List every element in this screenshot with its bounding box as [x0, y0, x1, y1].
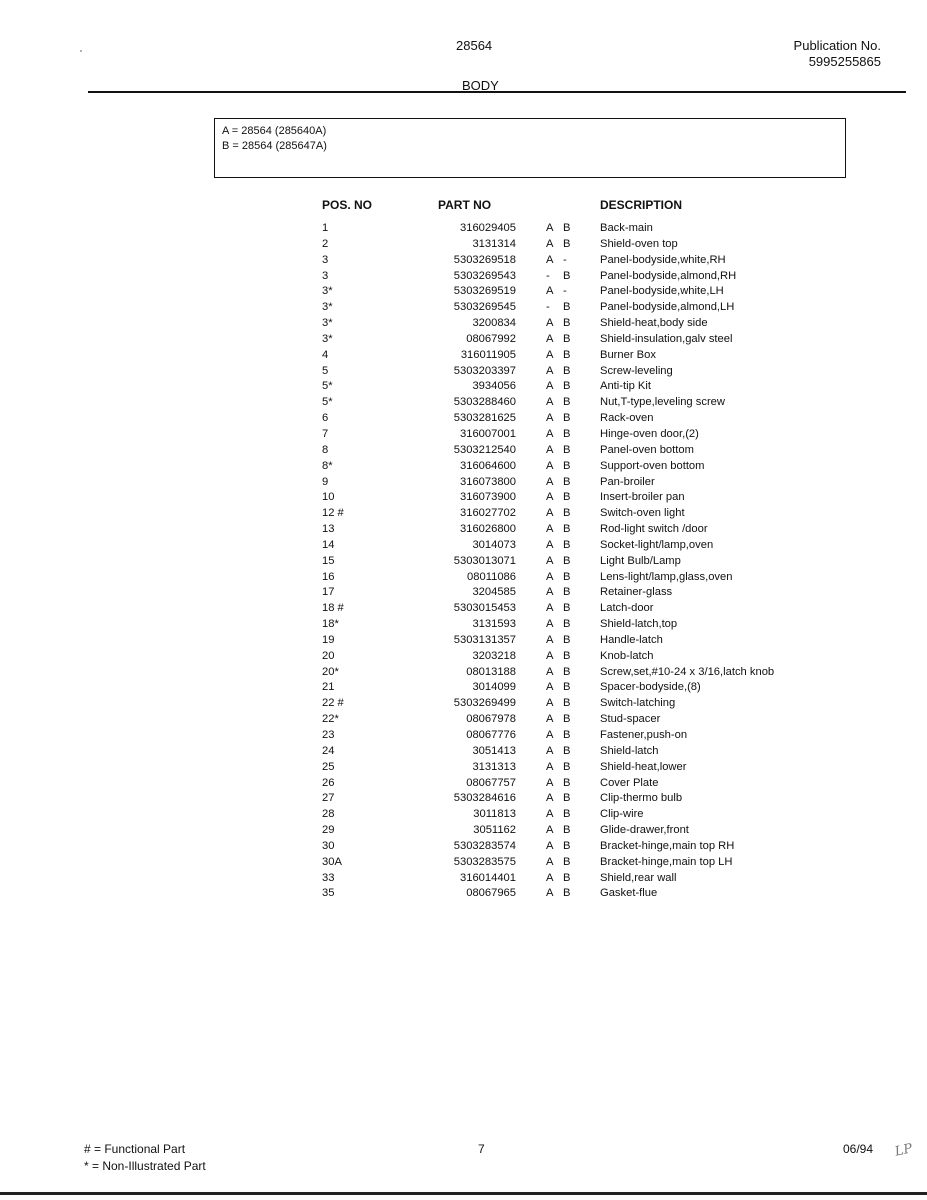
part-description: Insert-broiler pan [600, 491, 685, 504]
part-number: 08067757 [466, 776, 516, 789]
pos-number: 17 [322, 586, 335, 599]
model-b-flag: B [563, 871, 571, 884]
table-row [0, 554, 927, 570]
model-b-flag: B [563, 491, 571, 504]
model-b-flag: B [563, 332, 571, 345]
handwritten-initials: LP [893, 1141, 914, 1160]
table-row [0, 490, 927, 506]
non-illustrated-part-note: * = Non-Illustrated Part [84, 1159, 206, 1173]
table-row [0, 633, 927, 649]
part-number: 316073800 [460, 475, 516, 488]
publication-number: 5995255865 [808, 54, 881, 69]
part-description: Cover Plate [600, 776, 659, 789]
model-b-flag: B [563, 427, 571, 440]
part-description: Shield-oven top [600, 237, 678, 250]
pos-number: 3 [322, 269, 329, 282]
model-b-flag: B [563, 396, 571, 409]
page-number: 7 [478, 1142, 485, 1156]
table-row [0, 364, 927, 380]
model-a-flag: A [546, 332, 554, 345]
part-description: Switch-oven light [600, 507, 685, 520]
part-number: 08011086 [467, 570, 516, 583]
model-b-flag: B [563, 776, 571, 789]
model-b-flag: B [563, 507, 571, 520]
part-number: 08067965 [466, 887, 516, 900]
model-a-flag: A [546, 570, 554, 583]
model-a-flag: A [546, 523, 554, 536]
part-number: 5303269518 [453, 253, 516, 266]
legend [222, 124, 327, 154]
part-description: Hinge-oven door,(2) [600, 427, 699, 440]
part-description: Back-main [600, 222, 653, 234]
model-b-flag: B [563, 443, 571, 456]
table-row [0, 332, 927, 348]
part-number: 3204585 [472, 586, 516, 599]
pos-number: 19 [322, 633, 335, 646]
model-a-flag: A [546, 222, 554, 234]
legend-line-a: A = 28564 (285640A) [222, 125, 327, 137]
table-row [0, 712, 927, 728]
legend-line-b: B = 28564 (285647A) [222, 140, 327, 152]
table-row [0, 395, 927, 411]
part-description: Support-oven bottom [600, 459, 705, 472]
model-a-flag: A [546, 808, 554, 821]
model-a-flag: A [546, 586, 554, 599]
part-description: Clip-wire [600, 808, 644, 821]
pos-number: 3* [322, 285, 333, 298]
table-row [0, 221, 927, 237]
model-a-flag: A [546, 602, 554, 615]
table-row [0, 855, 927, 871]
table-row [0, 886, 927, 902]
part-description: Panel-bodyside,white,LH [600, 285, 724, 298]
table-row [0, 601, 927, 617]
part-description: Shield-latch [600, 744, 659, 757]
model-b-flag: B [563, 855, 571, 868]
part-description: Retainer-glass [600, 586, 673, 599]
table-row [0, 776, 927, 792]
model-b-flag: B [563, 554, 571, 567]
table-row [0, 760, 927, 776]
part-description: Shield-latch,top [600, 618, 678, 631]
pos-number: 21 [322, 681, 335, 694]
model-a-flag: A [546, 380, 554, 393]
model-b-flag: B [563, 713, 571, 726]
model-a-flag: A [546, 317, 554, 330]
model-b-flag: B [563, 364, 571, 377]
table-row [0, 443, 927, 459]
part-description: Panel-oven bottom [600, 443, 694, 456]
column-header-part: PART NO [438, 198, 492, 212]
model-b-flag: B [563, 633, 571, 646]
model-a-flag: A [546, 348, 554, 361]
pos-number: 3 [322, 253, 329, 266]
column-header-description: DESCRIPTION [600, 198, 683, 212]
part-number: 08067978 [466, 713, 516, 726]
pos-number: 20* [322, 665, 339, 678]
table-row [0, 807, 927, 823]
model-a-flag: A [546, 475, 554, 488]
model-a-flag: A [546, 618, 554, 631]
model-a-flag: A [546, 855, 554, 868]
section-title: BODY [462, 78, 499, 93]
pos-number: 5 [322, 364, 329, 377]
part-number: 5303283574 [453, 839, 516, 852]
pos-number: 27 [322, 792, 335, 805]
pos-number: 20 [322, 649, 335, 662]
pos-number: 10 [322, 491, 335, 504]
model-a-flag: A [546, 443, 554, 456]
model-b-flag: B [563, 570, 571, 583]
part-description: Panel-bodyside,almond,LH [600, 301, 735, 314]
pos-number: 3* [322, 317, 333, 330]
publication-block [794, 38, 881, 70]
model-a-flag: A [546, 697, 554, 710]
part-description: Panel-bodyside,almond,RH [600, 269, 737, 282]
table-row [0, 506, 927, 522]
pos-number: 13 [322, 523, 335, 536]
table-row [0, 744, 927, 760]
model-b-flag: B [563, 237, 571, 250]
part-description: Switch-latching [600, 697, 676, 710]
part-description: Spacer-bodyside,(8) [600, 681, 701, 694]
part-description: Shield,rear wall [600, 871, 677, 884]
part-number: 08067992 [466, 332, 516, 345]
pos-number: 24 [322, 744, 335, 757]
model-b-flag: B [563, 222, 571, 234]
model-b-flag: B [563, 808, 571, 821]
functional-part-note: # = Functional Part [84, 1142, 186, 1156]
pos-number: 6 [322, 412, 329, 425]
model-b-flag: B [563, 839, 571, 852]
pos-number: 23 [322, 729, 335, 741]
table-row [0, 570, 927, 586]
part-number: 316026800 [460, 523, 516, 536]
model-a-flag: A [546, 412, 554, 425]
table-row [0, 316, 927, 332]
model-a-flag: A [546, 491, 554, 504]
part-description: Nut,T-type,leveling screw [600, 396, 725, 409]
table-row [0, 459, 927, 475]
model-a-flag: - [546, 269, 550, 282]
model-a-flag: A [546, 237, 554, 250]
model-a-flag: A [546, 729, 554, 741]
pos-number: 15 [322, 554, 335, 567]
model-b-flag: B [563, 317, 571, 330]
model-a-flag: A [546, 665, 554, 678]
part-number: 5303269543 [453, 269, 516, 282]
table-row [0, 791, 927, 807]
model-b-flag: B [563, 586, 571, 599]
model-b-flag: B [563, 269, 571, 282]
part-description: Burner Box [600, 348, 656, 361]
model-number: 28564 [456, 38, 493, 53]
pos-number: 8* [322, 459, 333, 472]
model-a-flag: A [546, 633, 554, 646]
part-description: Clip-thermo bulb [600, 792, 683, 805]
model-a-flag: A [546, 744, 554, 757]
part-number: 3131593 [472, 618, 516, 631]
table-row [0, 823, 927, 839]
part-description: Anti-tip Kit [600, 380, 651, 393]
parts-table [0, 221, 927, 902]
part-number: 3014073 [472, 538, 516, 551]
model-a-flag: A [546, 459, 554, 472]
part-number: 5303284616 [453, 792, 516, 805]
part-number: 3203218 [472, 649, 516, 662]
pos-number: 35 [322, 887, 335, 900]
model-b-flag: B [563, 475, 571, 488]
pos-number: 14 [322, 538, 335, 551]
model-a-flag: A [546, 776, 554, 789]
pos-number: 28 [322, 808, 335, 821]
pos-number: 5* [322, 396, 333, 409]
part-number: 3011813 [473, 808, 516, 821]
part-number: 08013188 [466, 665, 516, 678]
pos-number: 26 [322, 776, 335, 789]
model-b-flag: B [563, 887, 571, 900]
part-number: 08067776 [466, 729, 516, 741]
part-number: 5303013071 [453, 554, 516, 567]
part-description: Handle-latch [600, 633, 663, 646]
part-description: Screw,set,#10-24 x 3/16,latch knob [600, 665, 775, 678]
model-a-flag: A [546, 396, 554, 409]
part-description: Rod-light switch /door [600, 523, 708, 536]
part-number: 316029405 [460, 222, 516, 234]
table-row [0, 237, 927, 253]
table-row [0, 665, 927, 681]
table-row [0, 284, 927, 300]
part-description: Stud-spacer [600, 713, 661, 726]
part-number: 5303281625 [453, 412, 516, 425]
part-description: Light Bulb/Lamp [600, 554, 681, 567]
part-number: 5303269545 [453, 301, 516, 314]
part-number: 316073900 [460, 491, 516, 504]
publication-date: 06/94 [843, 1142, 874, 1156]
table-row [0, 728, 927, 744]
model-b-flag: - [563, 253, 567, 266]
part-number: 316014401 [460, 871, 516, 884]
pos-number: 7 [322, 427, 329, 440]
part-description: Rack-oven [600, 412, 654, 425]
part-number: 3131314 [472, 237, 516, 250]
part-description: Knob-latch [600, 649, 654, 662]
part-number: 5303269499 [453, 697, 516, 710]
model-a-flag: A [546, 285, 554, 298]
pos-number: 33 [322, 871, 335, 884]
model-b-flag: B [563, 602, 571, 615]
pos-number: 22* [322, 713, 339, 726]
part-number: 316011905 [460, 348, 516, 361]
model-a-flag: A [546, 427, 554, 440]
table-row [0, 696, 927, 712]
model-b-flag: B [563, 681, 571, 694]
model-a-flag: A [546, 507, 554, 520]
table-row [0, 427, 927, 443]
part-description: Bracket-hinge,main top RH [600, 839, 735, 852]
pos-number: 30A [322, 855, 342, 868]
table-row [0, 839, 927, 855]
table-row [0, 680, 927, 696]
model-a-flag: A [546, 681, 554, 694]
part-description: Shield-insulation,galv steel [600, 332, 733, 345]
pos-number: 8 [322, 443, 329, 456]
part-number: 3131313 [472, 760, 516, 773]
model-b-flag: B [563, 618, 571, 631]
pos-number: 9 [322, 475, 329, 488]
pos-number: 22 # [322, 697, 344, 710]
table-row [0, 585, 927, 601]
model-b-flag: - [563, 285, 567, 298]
model-a-flag: A [546, 839, 554, 852]
model-b-flag: B [563, 523, 571, 536]
model-b-flag: B [563, 538, 571, 551]
part-description: Latch-door [600, 602, 654, 615]
model-a-flag: A [546, 253, 554, 266]
table-row [0, 522, 927, 538]
table-row [0, 253, 927, 269]
model-b-flag: B [563, 744, 571, 757]
model-a-flag: A [546, 887, 554, 900]
part-description: Bracket-hinge,main top LH [600, 855, 733, 868]
part-number: 5303212540 [453, 443, 516, 456]
pos-number: 1 [322, 222, 329, 234]
part-number: 3051162 [473, 824, 516, 837]
table-row [0, 475, 927, 491]
part-description: Gasket-flue [600, 887, 658, 900]
part-number: 5303131357 [453, 633, 516, 646]
model-b-flag: B [563, 824, 571, 837]
model-a-flag: A [546, 713, 554, 726]
model-b-flag: B [563, 665, 571, 678]
part-description: Socket-light/lamp,oven [600, 538, 714, 551]
header-rule [88, 91, 906, 93]
model-b-flag: B [563, 697, 571, 710]
publication-label: Publication No. [793, 38, 881, 53]
pos-number: 16 [322, 570, 335, 583]
model-a-flag: - [546, 301, 550, 314]
part-description: Panel-bodyside,white,RH [600, 253, 726, 266]
pos-number: 18 # [322, 602, 344, 615]
model-b-flag: B [563, 380, 571, 393]
part-description: Lens-light/lamp,glass,oven [600, 570, 733, 583]
part-description: Shield-heat,lower [600, 760, 687, 773]
pos-number: 5* [322, 380, 333, 393]
table-row [0, 379, 927, 395]
model-a-flag: A [546, 554, 554, 567]
model-b-flag: B [563, 412, 571, 425]
part-number: 5303269519 [453, 285, 516, 298]
part-description: Pan-broiler [600, 475, 655, 488]
table-row [0, 649, 927, 665]
pos-number: 12 # [322, 507, 344, 520]
part-number: 3200834 [472, 317, 516, 330]
table-row [0, 300, 927, 316]
footer-rule [0, 1192, 927, 1195]
model-a-flag: A [546, 364, 554, 377]
model-b-flag: B [563, 301, 571, 314]
model-b-flag: B [563, 649, 571, 662]
table-row [0, 269, 927, 285]
part-number: 316064600 [460, 459, 516, 472]
part-number: 5303203397 [453, 364, 516, 377]
pos-number: 30 [322, 839, 335, 852]
part-description: Glide-drawer,front [600, 824, 689, 837]
part-number: 5303283575 [453, 855, 516, 868]
model-b-flag: B [563, 348, 571, 361]
model-b-flag: B [563, 729, 571, 741]
part-number: 316007001 [460, 427, 516, 440]
table-row [0, 871, 927, 887]
model-b-flag: B [563, 760, 571, 773]
table-row [0, 348, 927, 364]
pos-number: 4 [322, 348, 329, 361]
scan-speck [80, 50, 82, 52]
part-description: Screw-leveling [600, 364, 673, 377]
pos-number: 18* [322, 618, 339, 631]
pos-number: 25 [322, 760, 335, 773]
part-number: 5303288460 [453, 396, 516, 409]
table-row [0, 538, 927, 554]
model-a-flag: A [546, 824, 554, 837]
model-b-flag: B [563, 792, 571, 805]
model-a-flag: A [546, 760, 554, 773]
model-a-flag: A [546, 538, 554, 551]
part-number: 3934056 [472, 380, 516, 393]
pos-number: 3* [322, 332, 333, 345]
pos-number: 3* [322, 301, 333, 314]
part-number: 5303015453 [453, 602, 516, 615]
pos-number: 29 [322, 824, 335, 837]
column-header-pos: POS. NO [322, 198, 373, 212]
model-a-flag: A [546, 792, 554, 805]
part-number: 3051413 [472, 744, 516, 757]
model-a-flag: A [546, 649, 554, 662]
part-description: Fastener,push-on [600, 729, 688, 741]
model-a-flag: A [546, 871, 554, 884]
part-number: 3014099 [472, 681, 516, 694]
pos-number: 2 [322, 237, 329, 250]
table-row [0, 617, 927, 633]
part-number: 316027702 [460, 507, 516, 520]
model-b-flag: B [563, 459, 571, 472]
part-description: Shield-heat,body side [600, 317, 708, 330]
table-row [0, 411, 927, 427]
